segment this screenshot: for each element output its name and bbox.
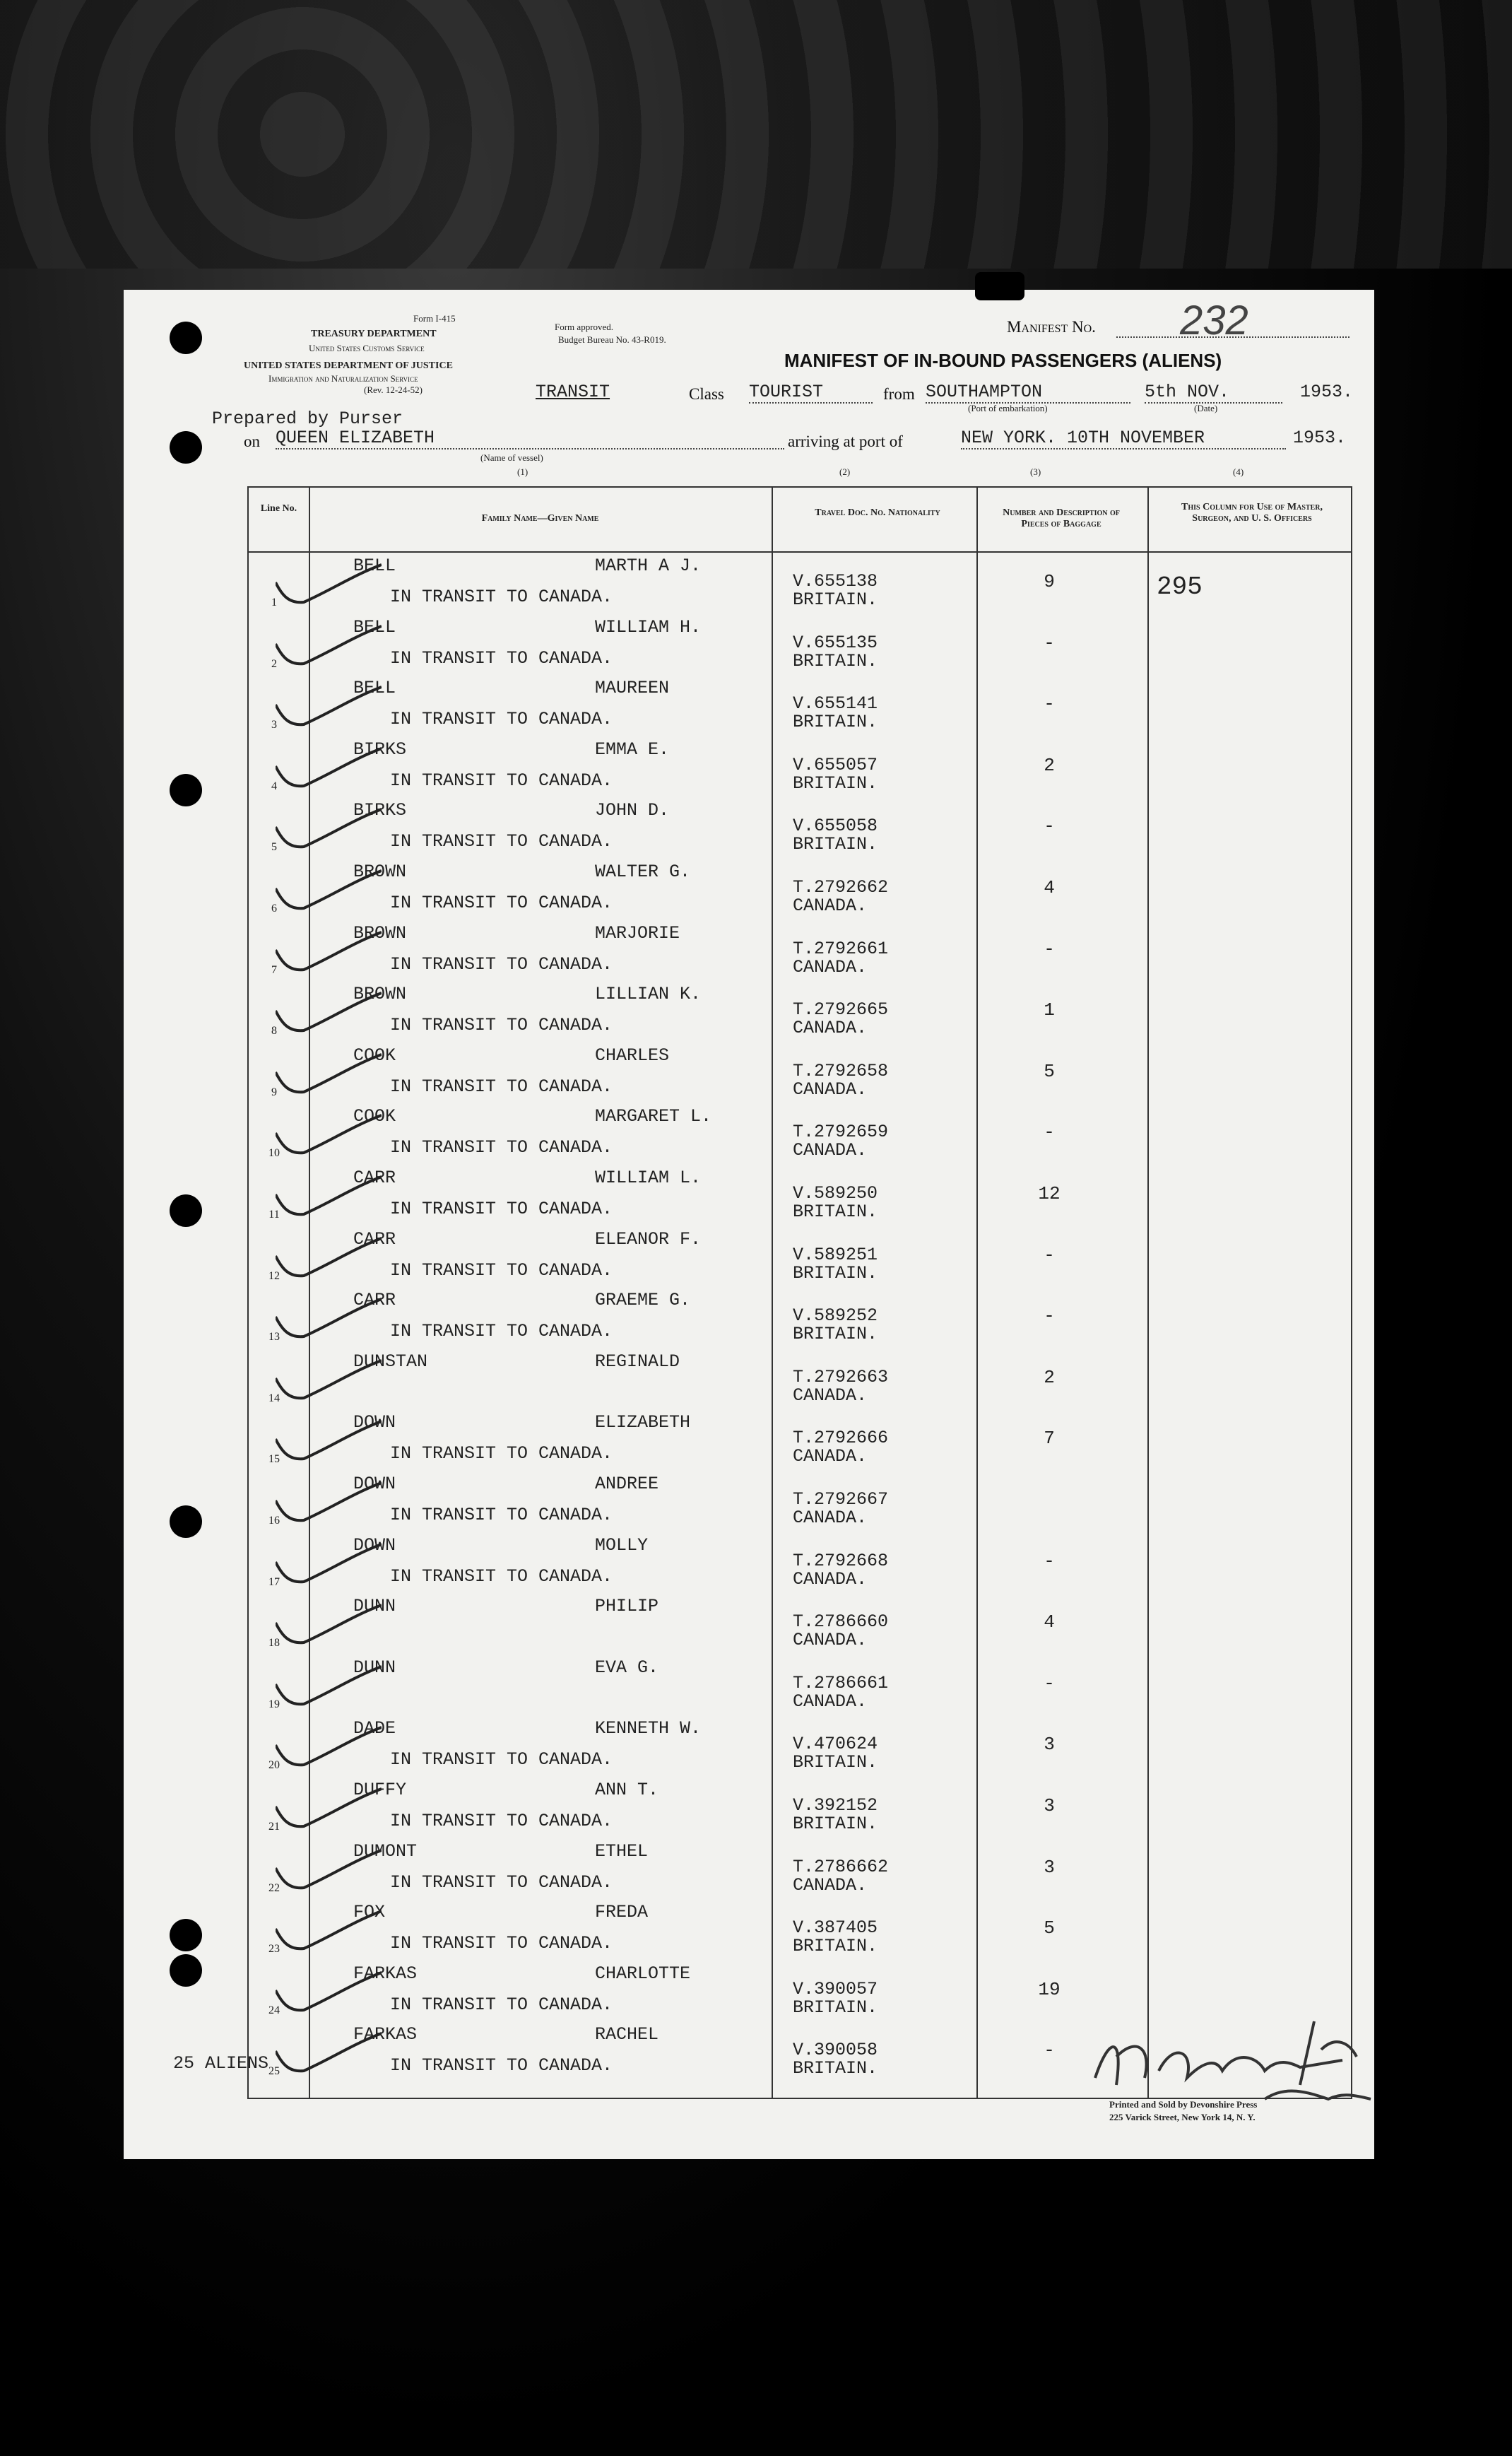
nationality: CANADA. (793, 956, 868, 977)
from-label: from (883, 385, 915, 403)
table-row (249, 675, 1351, 736)
baggage-count: - (1044, 1122, 1055, 1144)
row-number: 24 (268, 2004, 280, 2016)
baggage-count: 4 (1044, 877, 1055, 898)
travel-doc-no: T.2792659 (793, 1122, 889, 1143)
baggage-count: 9 (1044, 571, 1055, 592)
row-number: 9 (271, 1086, 277, 1098)
binder-hole (170, 1919, 202, 1951)
family-name: BROWN (353, 984, 407, 1005)
prepared-by: Prepared by Purser (212, 409, 403, 429)
travel-doc-no: V.387405 (793, 1917, 878, 1939)
transit-note: IN TRANSIT TO CANADA. (390, 893, 613, 913)
binder-hole (170, 1954, 202, 1987)
officer-note: 295 (1157, 572, 1203, 601)
year-2: 1953. (1293, 428, 1347, 448)
row-number: 22 (268, 1881, 280, 1894)
given-name: MARGARET L. (595, 1106, 712, 1127)
given-name: WALTER G. (595, 862, 691, 882)
baggage-count: - (1044, 816, 1055, 838)
form-number: Form I-415 (413, 313, 456, 324)
binder-hole (170, 322, 202, 354)
transit-note: IN TRANSIT TO CANADA. (390, 1076, 613, 1097)
transit-note: IN TRANSIT TO CANADA. (390, 1811, 613, 1831)
baggage-count: 12 (1038, 1183, 1061, 1204)
baggage-count: - (1044, 1550, 1055, 1572)
travel-doc-no: T.2792663 (793, 1366, 889, 1387)
nationality: BRITAIN. (793, 1262, 878, 1283)
family-name: BELL (353, 616, 396, 637)
travel-doc-no: T.2786660 (793, 1611, 889, 1633)
nationality: BRITAIN. (793, 2058, 878, 2079)
printer-line-1: Printed and Sold by Devonshire Press (1109, 2099, 1258, 2110)
travel-doc-no: V.589252 (793, 1305, 878, 1327)
table-row (249, 1838, 1351, 1899)
given-name: PHILIP (595, 1596, 659, 1617)
table-row (249, 1715, 1351, 1776)
travel-doc-no: T.2792668 (793, 1550, 889, 1571)
row-number: 7 (271, 963, 277, 976)
travel-doc-no: V.589251 (793, 1244, 878, 1265)
transit-note: IN TRANSIT TO CANADA. (390, 1259, 613, 1281)
row-number: 25 (268, 2065, 280, 2078)
family-name: DUNN (353, 1657, 396, 1678)
family-name: DOWN (353, 1534, 396, 1556)
given-name: WILLIAM L. (595, 1168, 702, 1188)
travel-doc-no: T.2786662 (793, 1856, 889, 1877)
nationality: BRITAIN. (793, 772, 878, 794)
table-row (249, 797, 1351, 858)
nationality: BRITAIN. (793, 712, 878, 733)
family-name: DUNN (353, 1596, 396, 1617)
baggage-count: 3 (1044, 1734, 1055, 1756)
manifest-no-label: Manifest No. (1007, 318, 1096, 336)
transit-note: IN TRANSIT TO CANADA. (390, 1443, 613, 1464)
table-row (249, 1349, 1351, 1409)
row-number: 3 (271, 719, 277, 731)
table-row (249, 1593, 1351, 1654)
baggage-count: 3 (1044, 1795, 1055, 1816)
travel-doc-no: V.392152 (793, 1795, 878, 1816)
nationality: BRITAIN. (793, 650, 878, 671)
baggage-count: - (1044, 1672, 1055, 1694)
transit-note: IN TRANSIT TO CANADA. (390, 647, 613, 669)
table-row (249, 981, 1351, 1042)
nationality: BRITAIN. (793, 834, 878, 855)
given-name: LILLIAN K. (595, 984, 702, 1005)
family-name: CARR (353, 1228, 396, 1250)
travel-doc-no: T.2792665 (793, 999, 889, 1021)
table-row (249, 1655, 1351, 1715)
given-name: ANDREE (595, 1474, 659, 1494)
given-name: KENNETH W. (595, 1718, 702, 1739)
nationality: CANADA. (793, 1140, 868, 1161)
passenger-table (247, 486, 1352, 2099)
arriving-label: arriving at port of (788, 433, 903, 450)
nationality: BRITAIN. (793, 1997, 878, 2018)
family-name: BROWN (353, 922, 407, 944)
nationality: BRITAIN. (793, 1936, 878, 1957)
nationality: BRITAIN. (793, 1324, 878, 1345)
travel-doc-no: V.655057 (793, 754, 878, 775)
given-name: EVA G. (595, 1657, 659, 1678)
given-name: CHARLOTTE (595, 1963, 691, 1984)
family-name: DUNSTAN (353, 1351, 428, 1372)
family-name: DUMONT (353, 1840, 418, 1862)
col-header-name: Family Name—Given Name (481, 513, 599, 524)
row-number: 23 (268, 1943, 280, 1956)
given-name: MAUREEN (595, 678, 670, 699)
row-number: 1 (271, 597, 277, 609)
aliens-count: 25 ALIENS (173, 2053, 269, 2074)
form-revision: (Rev. 12-24-52) (364, 384, 423, 395)
col-num-3: (3) (1030, 466, 1041, 477)
nationality: CANADA. (793, 895, 868, 916)
transit-note: IN TRANSIT TO CANADA. (390, 709, 613, 730)
travel-doc-no: V.655141 (793, 693, 878, 715)
row-number: 10 (268, 1147, 280, 1160)
printer-line-2: 225 Varick Street, New York 14, N. Y. (1109, 2112, 1256, 2122)
travel-doc-no: V.390057 (793, 1978, 878, 1999)
baggage-count: 3 (1044, 1856, 1055, 1878)
travel-doc-no: T.2786661 (793, 1672, 889, 1693)
transit-note: IN TRANSIT TO CANADA. (390, 1994, 613, 2015)
given-name: CHARLES (595, 1045, 670, 1066)
table-row (249, 1777, 1351, 1838)
table-row (249, 553, 1351, 613)
family-name: DADE (353, 1718, 396, 1739)
family-name: DOWN (353, 1474, 396, 1494)
family-name: COOK (353, 1106, 396, 1127)
transit-note: IN TRANSIT TO CANADA. (390, 1015, 613, 1036)
transit-note: IN TRANSIT TO CANADA. (390, 1199, 613, 1219)
transit-note: IN TRANSIT TO CANADA. (390, 587, 613, 607)
manifest-no-handwritten: 232 (1180, 298, 1248, 343)
baggage-count: 2 (1044, 1366, 1055, 1388)
given-name: EMMA E. (595, 739, 670, 760)
col-header-line: Line No. (260, 503, 297, 514)
travel-doc-no: V.655058 (793, 816, 878, 837)
family-name: BELL (353, 556, 396, 576)
given-name: ELEANOR F. (595, 1228, 702, 1250)
row-number: 11 (268, 1209, 280, 1221)
row-number: 16 (268, 1515, 280, 1527)
baggage-count: - (1044, 2040, 1055, 2062)
given-name: ANN T. (595, 1780, 659, 1800)
row-number: 15 (268, 1453, 280, 1466)
treasury-dept: TREASURY DEPARTMENT (311, 329, 437, 339)
row-number: 20 (268, 1759, 280, 1772)
travel-doc-no: T.2792661 (793, 938, 889, 959)
col-num-2: (2) (839, 466, 851, 477)
transit-note: IN TRANSIT TO CANADA. (390, 1137, 613, 1158)
travel-doc-no: T.2792662 (793, 877, 889, 898)
inspector-signature (1088, 1993, 1385, 2113)
baggage-count: - (1044, 632, 1055, 654)
row-number: 5 (271, 841, 277, 854)
col-num-4: (4) (1233, 466, 1244, 477)
table-row (249, 1532, 1351, 1593)
family-name: FARKAS (353, 2024, 418, 2045)
family-name: BROWN (353, 862, 407, 882)
baggage-count: 1 (1044, 999, 1055, 1021)
baggage-count: 7 (1044, 1428, 1055, 1450)
nationality: CANADA. (793, 1446, 868, 1467)
arriving-value: NEW YORK. 10TH NOVEMBER (961, 428, 1286, 450)
travel-doc-no: V.470624 (793, 1734, 878, 1755)
on-label: on (244, 433, 260, 450)
given-name: MARTH A J. (595, 556, 702, 576)
table-row (249, 1471, 1351, 1532)
given-name: ELIZABETH (595, 1412, 691, 1433)
from-value: SOUTHAMPTON (926, 382, 1130, 404)
binder-hole (170, 1194, 202, 1227)
nationality: CANADA. (793, 1691, 868, 1712)
transit-note: IN TRANSIT TO CANADA. (390, 1749, 613, 1770)
travel-doc-no: T.2792666 (793, 1428, 889, 1449)
row-number: 18 (268, 1637, 280, 1650)
class-value: TOURIST (749, 382, 873, 404)
embark-caption: (Port of embarkation) (968, 403, 1048, 413)
given-name: REGINALD (595, 1351, 680, 1372)
given-name: GRAEME G. (595, 1290, 691, 1311)
ins-service: Immigration and Naturalization Service (268, 373, 418, 384)
given-name: RACHEL (595, 2024, 659, 2045)
family-name: BIRKS (353, 739, 407, 760)
nationality: CANADA. (793, 1568, 868, 1590)
baggage-count: 5 (1044, 1917, 1055, 1939)
baggage-count: - (1044, 1244, 1055, 1266)
family-name: CARR (353, 1168, 396, 1188)
vessel-name: QUEEN ELIZABETH (276, 428, 784, 450)
transit-label: TRANSIT (536, 382, 610, 402)
row-number: 21 (268, 1821, 280, 1833)
nationality: CANADA. (793, 1874, 868, 1896)
date-value: 5th NOV. (1145, 382, 1282, 404)
given-name: MARJORIE (595, 922, 680, 944)
transit-note: IN TRANSIT TO CANADA. (390, 1933, 613, 1954)
form-approved: Form approved. (555, 322, 614, 332)
budget-bureau: Budget Bureau No. 43-R019. (558, 334, 666, 345)
col-header-officers: This Column for Use of Master, Surgeon, and U. S. Officers (1181, 502, 1323, 524)
given-name: ETHEL (595, 1840, 649, 1862)
given-name: FREDA (595, 1902, 649, 1923)
row-number: 17 (268, 1575, 280, 1588)
table-row (249, 1409, 1351, 1470)
row-number: 2 (271, 657, 277, 670)
baggage-count: - (1044, 938, 1055, 960)
family-name: CARR (353, 1290, 396, 1311)
nationality: CANADA. (793, 1508, 868, 1528)
baggage-count: - (1044, 1305, 1055, 1327)
nationality: BRITAIN. (793, 1814, 878, 1834)
baggage-count: 5 (1044, 1060, 1055, 1082)
travel-doc-no: T.2792658 (793, 1060, 889, 1081)
table-row (249, 920, 1351, 981)
table-row (249, 1165, 1351, 1226)
transit-note: IN TRANSIT TO CANADA. (390, 2055, 613, 2076)
nationality: CANADA. (793, 1079, 868, 1100)
col-header-baggage: Number and Description of Pieces of Baggage (1003, 507, 1120, 529)
table-row (249, 1042, 1351, 1103)
nationality: CANADA. (793, 1385, 868, 1406)
table-row (249, 1287, 1351, 1348)
transit-note: IN TRANSIT TO CANADA. (390, 1321, 613, 1342)
given-name: JOHN D. (595, 800, 670, 821)
transit-note: IN TRANSIT TO CANADA. (390, 770, 613, 791)
table-row (249, 859, 1351, 919)
row-number: 4 (271, 780, 277, 792)
baggage-count: 19 (1038, 1978, 1061, 2000)
travel-doc-no: T.2792667 (793, 1489, 889, 1510)
table-row (249, 614, 1351, 675)
family-name: BIRKS (353, 800, 407, 821)
transit-note: IN TRANSIT TO CANADA. (390, 1872, 613, 1893)
table-row (249, 1226, 1351, 1287)
table-row (249, 1103, 1351, 1164)
date-caption: (Date) (1194, 403, 1218, 413)
row-number: 12 (268, 1269, 280, 1282)
binder-hole (170, 431, 202, 464)
travel-doc-no: V.655135 (793, 632, 878, 653)
justice-dept: UNITED STATES DEPARTMENT OF JUSTICE (244, 360, 453, 371)
class-label: Class (689, 385, 724, 403)
travel-doc-no: V.589250 (793, 1183, 878, 1204)
baggage-count: 4 (1044, 1611, 1055, 1633)
transit-note: IN TRANSIT TO CANADA. (390, 1565, 613, 1587)
nationality: BRITAIN. (793, 1752, 878, 1773)
nationality: CANADA. (793, 1630, 868, 1651)
nationality: BRITAIN. (793, 589, 878, 610)
vessel-caption: (Name of vessel) (480, 452, 543, 463)
transit-note: IN TRANSIT TO CANADA. (390, 1505, 613, 1525)
travel-doc-no: V.390058 (793, 2040, 878, 2061)
row-number: 8 (271, 1025, 277, 1038)
travel-doc-no: V.655138 (793, 571, 878, 592)
transit-note: IN TRANSIT TO CANADA. (390, 953, 613, 975)
family-name: DUFFY (353, 1780, 407, 1800)
year-1: 1953. (1300, 382, 1354, 402)
family-name: COOK (353, 1045, 396, 1066)
binder-hole (170, 1505, 202, 1538)
paper-clip-mark (975, 272, 1024, 300)
row-number: 13 (268, 1331, 280, 1344)
row-number: 14 (268, 1392, 280, 1404)
nationality: CANADA. (793, 1018, 868, 1039)
family-name: BELL (353, 678, 396, 699)
given-name: MOLLY (595, 1534, 649, 1556)
nationality: BRITAIN. (793, 1201, 878, 1222)
baggage-count: 2 (1044, 754, 1055, 776)
family-name: FOX (353, 1902, 386, 1923)
binder-hole (170, 774, 202, 806)
family-name: FARKAS (353, 1963, 418, 1984)
manifest-title: MANIFEST OF IN-BOUND PASSENGERS (ALIENS) (784, 350, 1222, 371)
family-name: DOWN (353, 1412, 396, 1433)
given-name: WILLIAM H. (595, 616, 702, 637)
col-header-doc: Travel Doc. No. Nationality (815, 507, 940, 518)
col-num-1: (1) (517, 466, 528, 477)
row-number: 6 (271, 903, 277, 915)
table-row (249, 736, 1351, 797)
row-number: 19 (268, 1698, 280, 1710)
customs-service: United States Customs Service (309, 343, 425, 353)
transit-note: IN TRANSIT TO CANADA. (390, 831, 613, 852)
film-texture (0, 0, 1512, 269)
baggage-count: - (1044, 693, 1055, 715)
table-row (249, 1899, 1351, 1960)
